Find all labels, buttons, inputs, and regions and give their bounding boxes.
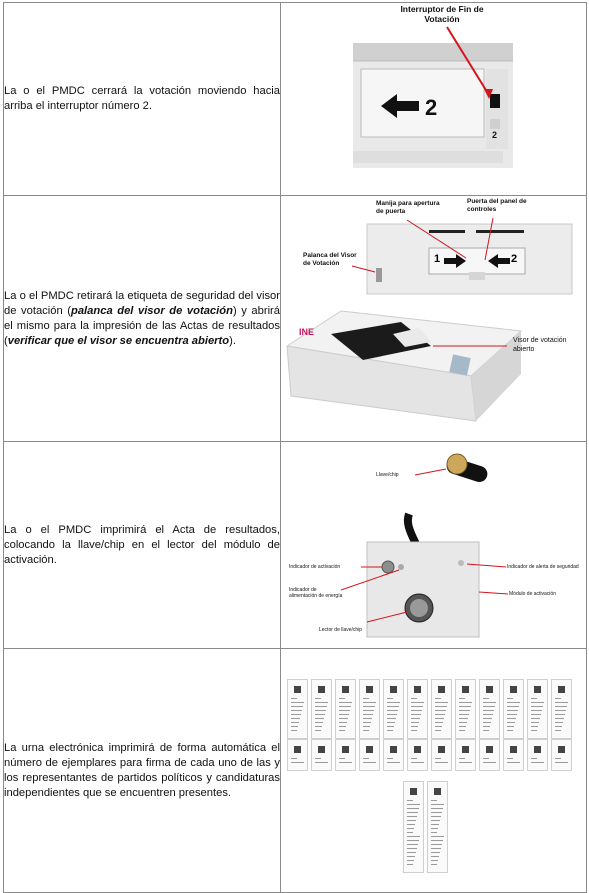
text-part: La o el PMDC retirará la etiqueta de seguridad del visor de votación ( — [4, 289, 280, 317]
reader-label: Lector de llave/chip — [319, 627, 363, 633]
step-text-1: La o el PMDC cerrará la votación moviendo hacia arriba el interruptor número 2. — [4, 3, 281, 196]
left-arrow-icon — [381, 93, 421, 119]
door-label: Puerta del panel de controles — [467, 198, 527, 213]
printed-slip-thumbnail — [479, 739, 500, 771]
left-arrow-icon — [488, 254, 510, 268]
step-row-4 — [4, 649, 587, 893]
switch-number-small: 2 — [492, 130, 498, 140]
step-image-1 — [281, 3, 587, 196]
printed-slip-thumbnail — [403, 781, 424, 873]
security-indicator-label: Indicador de alerta de seguridad — [507, 564, 579, 570]
printed-slip-thumbnail — [527, 679, 548, 739]
key-chip-icon — [445, 454, 490, 484]
printed-slip-thumbnail — [407, 739, 428, 771]
activation-indicator-label: Indicador de activación — [289, 564, 341, 570]
printed-slip-thumbnail — [479, 679, 500, 739]
lever-label: Palanca del Visor de Votación — [303, 252, 357, 267]
step-row-2 — [4, 196, 587, 442]
printed-slip-thumbnail — [427, 781, 448, 873]
door-left-number: 1 — [434, 253, 441, 265]
step-image-2 — [281, 196, 587, 442]
handle-label: Manija para apertura de puerta — [376, 200, 440, 215]
printed-slip-thumbnail — [311, 739, 332, 771]
printed-slip-thumbnail — [551, 739, 572, 771]
text-emphasis: palanca del visor de votación — [71, 304, 233, 317]
printed-slip-thumbnail — [407, 679, 428, 739]
printed-slip-thumbnail — [335, 679, 356, 739]
activation-module-photo — [281, 442, 586, 648]
printed-slip-thumbnail — [383, 739, 404, 771]
switch-number: 2 — [425, 95, 438, 120]
printed-slip-thumbnail — [287, 679, 308, 739]
steps-table — [3, 2, 587, 893]
printed-slip-thumbnail — [551, 679, 572, 739]
text-part: ). — [229, 334, 236, 347]
step-row-3 — [4, 442, 587, 649]
printed-slip-thumbnail — [503, 679, 524, 739]
printed-slip-thumbnail — [287, 739, 308, 771]
right-arrow-icon — [444, 254, 466, 268]
printed-slip-thumbnail — [311, 679, 332, 739]
printed-slip-thumbnail — [359, 739, 380, 771]
step-image-4 — [281, 649, 587, 893]
viewer-open-label: Visor de votación abierto — [513, 337, 567, 353]
switch-callout: Interruptor de Fin de Votación — [400, 4, 484, 24]
step-text-3: La o el PMDC imprimirá el Acta de resultados, colocando la llave/chip en el lector del módulo de activación. — [4, 442, 281, 649]
text-emphasis: verificar que el visor se encuentra abierto — [7, 334, 230, 347]
module-label: Módulo de activación — [509, 591, 556, 597]
step-text-2 — [4, 196, 281, 442]
printed-copies-image — [281, 649, 586, 892]
door-right-number: 2 — [511, 253, 518, 265]
printed-slip-thumbnail — [383, 679, 404, 739]
text-part: ) y abrirá el mismo para la impresión de las Actas de resultados ( — [4, 304, 281, 347]
step-row-1 — [4, 3, 587, 196]
printed-slip-thumbnail — [455, 739, 476, 771]
viewer-photo — [281, 196, 586, 441]
printed-slip-thumbnail — [527, 739, 548, 771]
printed-slip-thumbnail — [431, 679, 452, 739]
ine-logo-icon: INE — [299, 327, 315, 337]
printed-slip-thumbnail — [455, 679, 476, 739]
power-indicator-label: Indicador de alimentación de energía — [289, 587, 343, 599]
step-text-4: La urna electrónica imprimirá de forma automática el número de ejemplares para firma de cada uno de las y los representantes de partidos políticos y candidaturas independientes que se encuentren presentes. — [4, 649, 281, 893]
printed-slip-thumbnail — [431, 739, 452, 771]
printed-slip-thumbnail — [359, 679, 380, 739]
printed-slip-thumbnail — [335, 739, 356, 771]
step-image-3 — [281, 442, 587, 649]
printed-slip-thumbnail — [503, 739, 524, 771]
key-label: Llave/chip — [376, 472, 399, 478]
